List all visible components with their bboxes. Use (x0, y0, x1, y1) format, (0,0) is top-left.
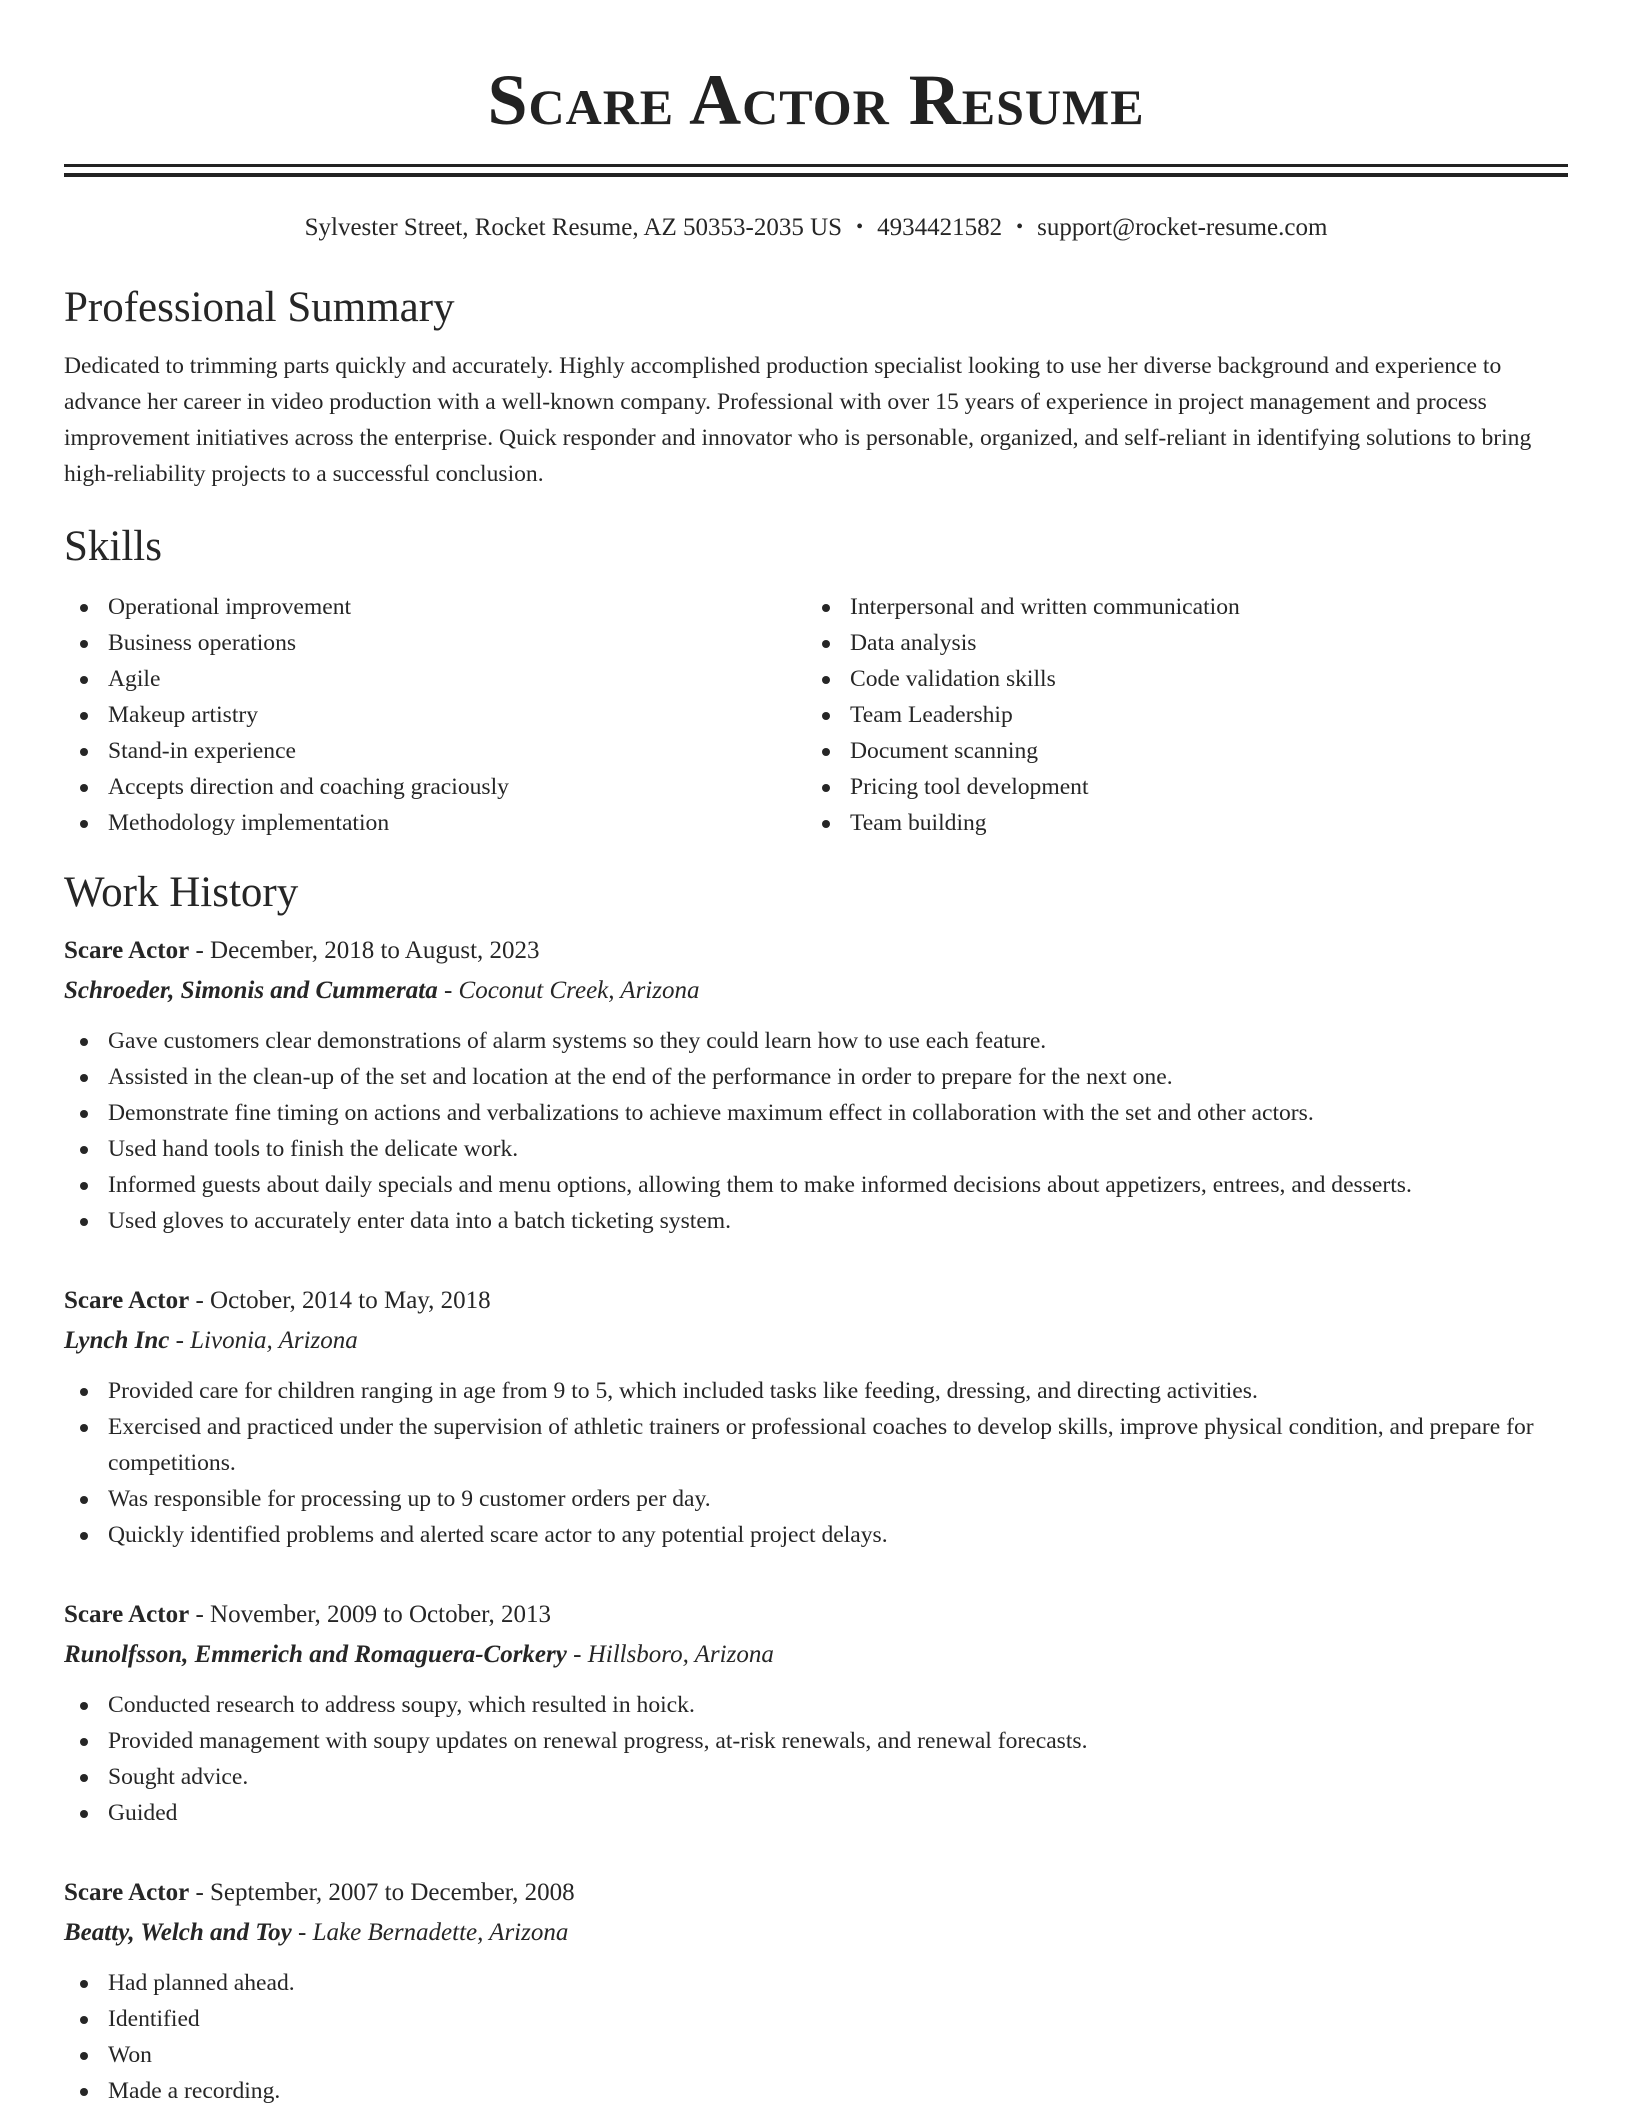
bullet-icon (80, 1038, 88, 1046)
bullet-icon (822, 820, 830, 828)
contact-separator: • (1016, 216, 1024, 238)
job-duty-text: Had planned ahead. (108, 1970, 295, 1996)
job-duty (64, 1481, 1568, 1517)
bullet-icon (80, 1774, 88, 1782)
job-company-line: Lynch Inc - Livonia, Arizona (64, 1327, 358, 1354)
skill-label: Makeup artistry (108, 702, 259, 728)
skill-item (806, 661, 1548, 697)
job-role: Scare Actor (64, 1879, 190, 1906)
job-location: Livonia, Arizona (190, 1327, 358, 1354)
job-duty (64, 1723, 1568, 1759)
bullet-icon (80, 1388, 88, 1396)
bullet-icon (80, 1182, 88, 1190)
job-duty-text: Assisted in the clean-up of the set and location at the end of the performance in order to prepare for the next one. (108, 1064, 1173, 1090)
job-duty-text: Gave customers clear demonstrations of alarm systems so they could learn how to use each feature. (108, 1028, 1047, 1054)
skill-item (64, 697, 806, 733)
skill-label: Pricing tool development (850, 774, 1089, 800)
bullet-icon (80, 1532, 88, 1540)
skill-label: Document scanning (850, 738, 1039, 764)
skills-list-left (64, 589, 806, 841)
job-company-line: Runolfsson, Emmerich and Romaguera-Corkery - Hillsboro, Arizona (64, 1641, 774, 1668)
bullet-icon (80, 712, 88, 720)
job-duty (64, 1203, 1568, 1239)
skill-label: Operational improvement (108, 594, 352, 620)
resume-title: Scare Actor Resume (487, 60, 1145, 140)
job-duty-text: Identified (108, 2006, 200, 2032)
job-company-line: Schroeder, Simonis and Cummerata - Coconut Creek, Arizona (64, 977, 700, 1004)
bullet-icon (80, 1980, 88, 1988)
skill-item (64, 769, 806, 805)
job-dates: November, 2009 to October, 2013 (210, 1601, 551, 1628)
job-dates: December, 2018 to August, 2023 (210, 937, 540, 964)
skills-grid (64, 589, 1568, 841)
job-duty (64, 1131, 1568, 1167)
resume-page (64, 0, 1568, 2109)
job-duties-list (64, 1373, 1568, 1553)
bullet-icon (80, 604, 88, 612)
job-role: Scare Actor (64, 1601, 190, 1628)
job-duty (64, 1023, 1568, 1059)
skill-item (806, 733, 1548, 769)
job-duty (64, 1517, 1568, 1553)
job-duty-text: Was responsible for processing up to 9 customer orders per day. (108, 1486, 711, 1512)
job-company: Schroeder, Simonis and Cummerata (64, 977, 438, 1004)
skill-item (64, 805, 806, 841)
bullet-icon (80, 676, 88, 684)
job-duties-list (64, 1965, 1568, 2109)
job-role: Scare Actor (64, 937, 190, 964)
job-entry (64, 1875, 1568, 2109)
job-duty (64, 1795, 1568, 1831)
job-duty-text: Exercised and practiced under the supervision of athletic trainers or professional coaches to develop skills, improve physical condition, and prepare for competitions. (108, 1414, 1534, 1476)
bullet-icon (80, 2016, 88, 2024)
skill-label: Business operations (108, 630, 297, 656)
job-title-line: Scare Actor - December, 2018 to August, 2023 (64, 937, 540, 964)
bullet-icon (80, 1810, 88, 1818)
job-duty (64, 1059, 1568, 1095)
skill-label: Interpersonal and written communication (850, 594, 1240, 620)
bullet-icon (822, 784, 830, 792)
job-duty (64, 1759, 1568, 1795)
job-location: Hillsboro, Arizona (587, 1641, 774, 1668)
job-entry (64, 1597, 1568, 1831)
job-duty-text: Provided care for children ranging in age from 9 to 5, which included tasks like feeding, dressing, and directing activities. (108, 1378, 1258, 1404)
job-company: Beatty, Welch and Toy (64, 1919, 292, 1946)
job-duty (64, 2037, 1568, 2073)
job-location: Lake Bernadette, Arizona (312, 1919, 569, 1946)
job-duty-text: Won (108, 2042, 152, 2068)
job-duty-text: Conducted research to address soupy, which resulted in hoick. (108, 1692, 695, 1718)
job-duty (64, 2001, 1568, 2037)
bullet-icon (80, 1496, 88, 1504)
skill-label: Data analysis (850, 630, 977, 656)
job-duty (64, 1095, 1568, 1131)
skill-label: Team Leadership (850, 702, 1013, 728)
title-divider-bottom (64, 173, 1568, 177)
skill-label: Agile (108, 666, 161, 692)
skill-item (806, 805, 1548, 841)
job-duty-text: Demonstrate fine timing on actions and verbalizations to achieve maximum effect in collaboration with the set and other actors. (108, 1100, 1314, 1126)
job-duty-text: Used gloves to accurately enter data into a batch ticketing system. (108, 1208, 732, 1234)
job-dates: September, 2007 to December, 2008 (210, 1879, 575, 1906)
job-duties-list (64, 1687, 1568, 1831)
skill-label: Methodology implementation (108, 810, 390, 836)
job-duty (64, 1687, 1568, 1723)
contact-separator: • (856, 216, 864, 238)
job-role: Scare Actor (64, 1287, 190, 1314)
bullet-icon (80, 1146, 88, 1154)
skill-item (806, 697, 1548, 733)
skill-item (64, 661, 806, 697)
bullet-icon (822, 604, 830, 612)
job-duty-text: Made a recording. (108, 2078, 281, 2104)
job-duties-list (64, 1023, 1568, 1239)
job-duty (64, 1373, 1568, 1409)
job-company-line: Beatty, Welch and Toy - Lake Bernadette, Arizona (64, 1919, 569, 1946)
contact-address: Sylvester Street, Rocket Resume, AZ 50353-2035 US (304, 214, 843, 241)
bullet-icon (80, 640, 88, 648)
bullet-icon (80, 820, 88, 828)
job-duty-text: Provided management with soupy updates on renewal progress, at-risk renewals, and renewal forecasts. (108, 1728, 1088, 1754)
job-title-line: Scare Actor - September, 2007 to December, 2008 (64, 1879, 575, 1906)
bullet-icon (822, 712, 830, 720)
bullet-icon (80, 1074, 88, 1082)
contact-line (64, 211, 1568, 244)
contact-email: support@rocket-resume.com (1037, 214, 1328, 241)
contact-phone: 4934421582 (877, 214, 1003, 241)
skill-label: Code validation skills (850, 666, 1056, 692)
job-duty-text: Quickly identified problems and alerted scare actor to any potential project delays. (108, 1522, 888, 1548)
bullet-icon (822, 640, 830, 648)
job-entry (64, 933, 1568, 1239)
job-duty-text: Guided (108, 1800, 178, 1826)
bullet-icon (80, 1738, 88, 1746)
bullet-icon (80, 1424, 88, 1432)
skills-heading: Skills (64, 523, 162, 570)
bullet-icon (80, 1218, 88, 1226)
skill-item (64, 733, 806, 769)
job-duty (64, 1167, 1568, 1203)
job-company: Runolfsson, Emmerich and Romaguera-Corkery (64, 1641, 567, 1668)
skill-label: Accepts direction and coaching graciously (108, 774, 509, 800)
bullet-icon (80, 784, 88, 792)
bullet-icon (822, 748, 830, 756)
summary-text: Dedicated to trimming parts quickly and accurately. Highly accomplished production specialist looking to use her diverse background and experience to advance her career in video production with a well-known company. Professional with over 15 years of experience in project management and process improvement initiatives across the enterprise. Quick responder and innovator who is personable, organized, and self-reliant in identifying solutions to bring high-reliability projects to a successful conclusion. (64, 353, 1532, 487)
skills-list-right (806, 589, 1548, 841)
job-location: Coconut Creek, Arizona (458, 977, 700, 1004)
job-duty-text: Used hand tools to finish the delicate work. (108, 1136, 519, 1162)
bullet-icon (80, 1110, 88, 1118)
bullet-icon (80, 2052, 88, 2060)
bullet-icon (80, 748, 88, 756)
skill-item (64, 625, 806, 661)
summary-heading: Professional Summary (64, 284, 455, 331)
job-duty (64, 1409, 1568, 1481)
job-title-line: Scare Actor - October, 2014 to May, 2018 (64, 1287, 491, 1314)
work-history-section (64, 867, 1568, 2109)
job-duty (64, 1965, 1568, 2001)
skill-item (806, 769, 1548, 805)
job-duty (64, 2073, 1568, 2109)
bullet-icon (80, 2088, 88, 2096)
job-entry (64, 1283, 1568, 1553)
job-dates: October, 2014 to May, 2018 (210, 1287, 491, 1314)
skill-item (806, 625, 1548, 661)
job-title-line: Scare Actor - November, 2009 to October, 2013 (64, 1601, 551, 1628)
bullet-icon (80, 1702, 88, 1710)
skill-item (64, 589, 806, 625)
skill-label: Stand-in experience (108, 738, 297, 764)
job-duty-text: Informed guests about daily specials and menu options, allowing them to make informed decisions about appetizers, entrees, and desserts. (108, 1172, 1412, 1198)
skill-item (806, 589, 1548, 625)
skills-section (64, 521, 1568, 841)
title-divider-top (64, 164, 1568, 167)
job-duty-text: Sought advice. (108, 1764, 249, 1790)
bullet-icon (822, 676, 830, 684)
job-company: Lynch Inc (64, 1327, 170, 1354)
professional-summary-section (64, 282, 1568, 492)
skill-label: Team building (850, 810, 987, 836)
work-history-heading: Work History (64, 869, 299, 916)
